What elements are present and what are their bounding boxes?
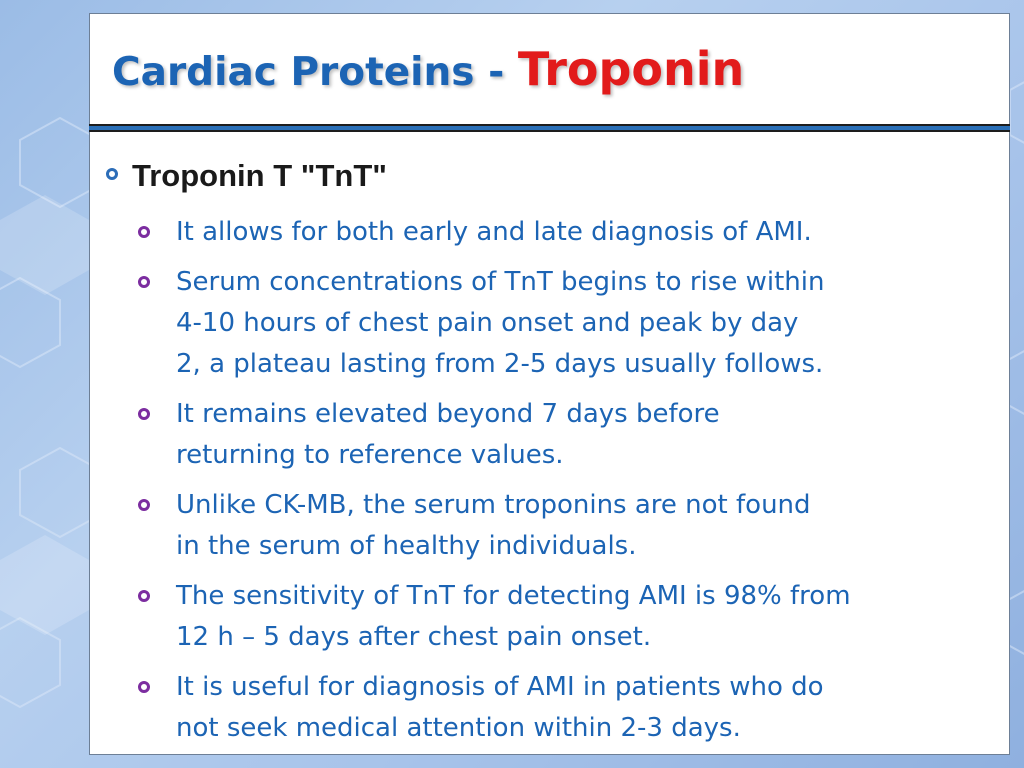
bullet-text: It is useful for diagnosis of AMI in patients who do not seek medical attention within 2-3 days.	[176, 672, 824, 743]
title-separator: -	[474, 50, 518, 95]
ring-bullet-icon	[138, 499, 150, 511]
slide-content	[89, 13, 1010, 755]
list-item	[138, 576, 998, 658]
ring-bullet-icon	[138, 590, 150, 602]
ring-bullet-icon	[106, 168, 118, 180]
level1-heading: Troponin T "TnT"	[132, 158, 387, 193]
title-main: Cardiac Proteins	[112, 50, 475, 95]
bullet-text: Serum concentrations of TnT begins to rise within 4-10 hours of chest pain onset and peak by day 2, a plateau lasting from 2-5 days usually follows.	[176, 267, 825, 379]
ring-bullet-icon	[138, 681, 150, 693]
title-accent: Troponin	[517, 42, 745, 96]
bullet-text: It allows for both early and late diagnosis of AMI.	[176, 217, 812, 247]
list-item	[138, 262, 998, 385]
bullet-text: Unlike CK-MB, the serum troponins are not found in the serum of healthy individuals.	[176, 490, 811, 561]
ring-bullet-icon	[138, 226, 150, 238]
list-item	[138, 485, 998, 567]
bullet-text: It remains elevated beyond 7 days before returning to reference values.	[176, 399, 720, 470]
level1-bullet-item	[106, 156, 387, 196]
slide-title	[112, 44, 744, 95]
list-item	[138, 667, 998, 749]
ring-bullet-icon	[138, 408, 150, 420]
bullet-text: The sensitivity of TnT for detecting AMI is 98% from 12 h – 5 days after chest pain onset.	[176, 581, 851, 652]
list-item	[138, 394, 998, 476]
list-item	[138, 212, 998, 253]
bullet-list	[138, 212, 998, 758]
ring-bullet-icon	[138, 276, 150, 288]
title-divider	[89, 124, 1010, 132]
